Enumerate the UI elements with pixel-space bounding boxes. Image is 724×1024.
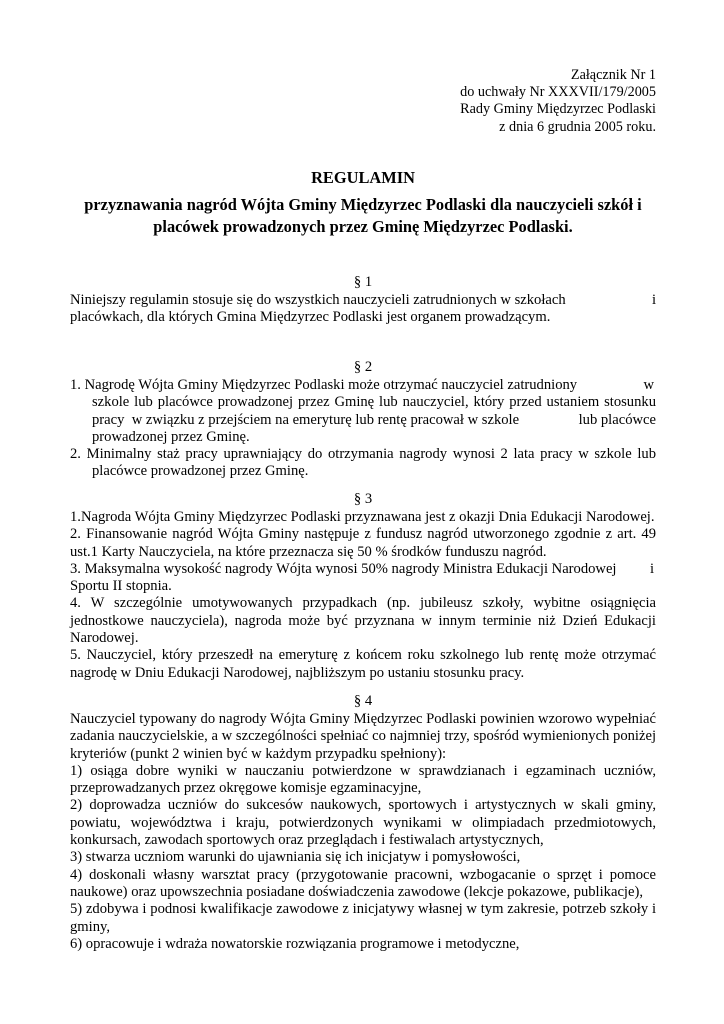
section-3-paragraph-4: 4. W szczególnie umotywowanych przypadkach (np. jubileusz szkoły, wybitne osiągnięcia jednostkowe nauczyciela), nagroda może być przyznana w innym terminie niż Dzień Edukacji Narodowej. <box>70 595 656 647</box>
section-4 <box>70 693 656 953</box>
section-2-p1-text-2: szkole lub placówce prowadzonej przez Gminę lub nauczyciel, który przed ustaniem stosunku <box>92 394 656 411</box>
section-3-p3-line-1 <box>70 561 656 578</box>
section-3-p3-text-b: i <box>649 560 654 577</box>
section-1-heading: § 1 <box>353 274 373 290</box>
subtitle-line-2: placówek prowadzonych przez Gminę Międzyrzec Podlaski. <box>153 217 573 236</box>
annex-line-4: z dnia 6 grudnia 2005 roku. <box>499 118 656 135</box>
section-2 <box>70 359 656 481</box>
section-4-criterion-3: 3) stwarza uczniom warunki do ujawniania się ich inicjatyw i pomysłowości, <box>70 849 521 866</box>
section-4-criterion-5: 5) zdobywa i podnosi kwalifikacje zawodowe z inicjatywy własnej w tym zakresie, potrzeb szkoły i gminy, <box>70 901 656 935</box>
section-4-criterion-6: 6) opracowuje i wdraża nowatorskie rozwiązania programowe i metodyczne, <box>70 935 520 952</box>
section-4-criterion-1: 1) osiąga dobre wyniki w nauczaniu potwierdzone w sprawdzianach i egzaminach uczniów, przeprowadzanych przez okręgowe komisje egzaminacyjne, <box>70 762 656 797</box>
section-2-p1-line-2 <box>70 394 656 411</box>
section-1-text-b: i <box>651 292 656 308</box>
section-1-text-a: Niniejszy regulamin stosuje się do wszystkich nauczycieli zatrudnionych w szkołach <box>70 292 566 308</box>
annex-line-3: Rady Gminy Międzyrzec Podlaski <box>460 101 656 118</box>
section-3-heading: § 3 <box>353 491 373 507</box>
section-2-heading: § 2 <box>353 359 373 375</box>
section-2-p1-line-1 <box>70 377 656 394</box>
section-4-criterion-4: 4) doskonali własny warsztat pracy (przygotowanie pracowni, wzbogacanie o sprzęt i pomoce naukowe) oraz upowszechnia posiadane doświadczenia zawodowe (lekcje pokazowe, publikacje), <box>70 866 656 900</box>
subtitle-line-1: przyznawania nagród Wójta Gminy Międzyrzec Podlaski dla nauczycieli szkół i <box>84 195 642 214</box>
document-title: REGULAMIN <box>311 168 415 187</box>
annex-line-2: do uchwały Nr XXXVII/179/2005 <box>460 84 656 101</box>
section-3-paragraph-3 <box>70 561 656 596</box>
section-3-paragraph-5: 5. Nauczyciel, który przeszedł na emeryturę z końcem roku szkolnego lub rentę może otrzymać nagrodę w Dniu Edukacji Narodowej, najbliższym po ustaniu stosunku pracy. <box>70 647 656 681</box>
section-2-paragraph-1 <box>70 377 656 446</box>
section-2-p1-text-b: w <box>643 377 654 393</box>
section-3-paragraph-1: 1.Nagroda Wójta Gminy Międzyrzec Podlaski przyznawana jest z okazji Dnia Edukacji Narodowej. <box>70 509 655 525</box>
section-3-p3-text-a: 3. Maksymalna wysokość nagrody Wójta wynosi 50% nagrody Ministra Edukacji Narodowej <box>70 560 617 577</box>
section-4-intro: Nauczyciel typowany do nagrody Wójta Gminy Międzyrzec Podlaski powinien wzorowo wypełniać zadania nauczycielskie, a w szczególności spełniać co najmniej trzy, spośród wymienionych poniżej kryteriów (punkt 2 winien być w każdym przypadku spełniony): <box>70 711 656 762</box>
section-1-line-1 <box>70 292 656 309</box>
section-3-p3-line-2: Sportu II stopnia. <box>70 578 172 595</box>
document-subtitle <box>70 194 656 238</box>
section-2-p1-line-3 <box>70 412 656 429</box>
section-2-p1-text-a: 1. Nagrodę Wójta Gminy Międzyrzec Podlaski może otrzymać nauczyciel zatrudniony <box>70 377 578 393</box>
section-2-p1-text-3b: lub placówce <box>578 411 656 428</box>
section-1 <box>70 274 656 327</box>
section-3-paragraph-2: 2. Finansowanie nagród Wójta Gminy następuje z fundusz nagród utworzonego zgodnie z art. 49 ust.1 Karty Nauczyciela, na które przeznacza się 50 % środków funduszu nagród. <box>70 526 656 560</box>
section-3 <box>70 491 656 682</box>
section-2-p1-text-3a: pracy w związku z przejściem na emeryturę lub rentę pracował w szkole <box>92 411 520 428</box>
section-4-criterion-2: 2) doprowadza uczniów do sukcesów naukowych, sportowych i artystycznych w skali gminy, powiatu, województwa i kraju, potwierdzonych wynikami w olimpiadach przedmiotowych, konkursach, zawodach sportowych oraz przeglądach i festiwalach artystycznych, <box>70 797 656 849</box>
section-2-p1-line-4: prowadzonej przez Gminę. <box>92 428 250 445</box>
annex-line-1: Załącznik Nr 1 <box>570 67 656 83</box>
annex-header <box>460 67 656 136</box>
section-4-heading: § 4 <box>353 693 373 709</box>
section-2-paragraph-2: 2. Minimalny staż pracy uprawniający do otrzymania nagrody wynosi 2 lata pracy w szkole lub placówce prowadzonej przez Gminę. <box>70 446 656 480</box>
section-1-line-2: placówkach, dla których Gmina Międzyrzec Podlaski jest organem prowadzącym. <box>70 309 551 326</box>
